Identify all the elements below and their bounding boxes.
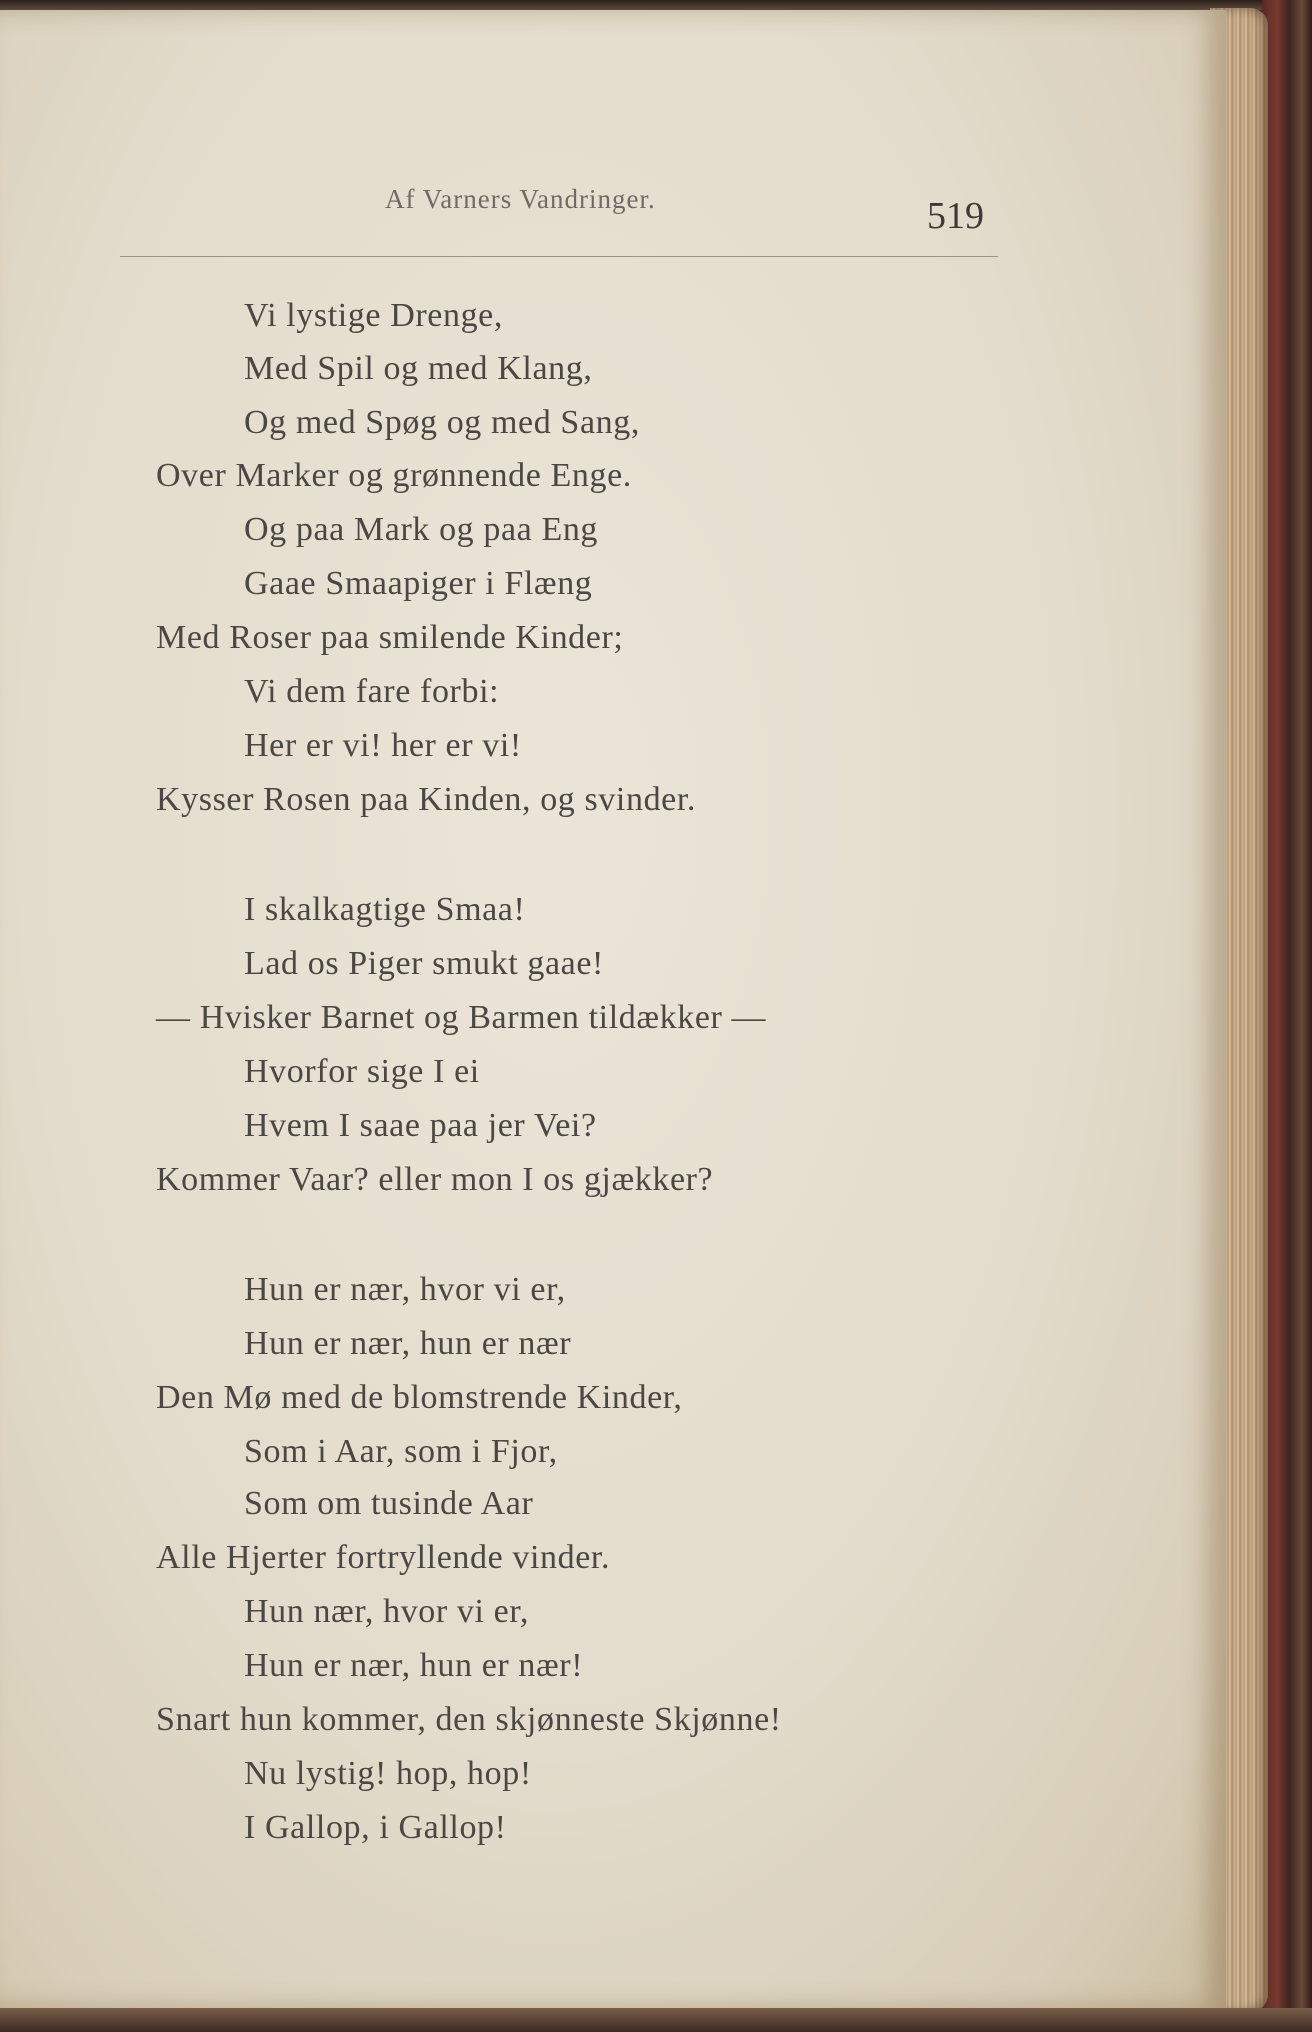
poem-line: Alle Hjerter fortryllende vinder. <box>156 1539 611 1576</box>
book-cover-edge <box>1262 0 1312 2032</box>
poem-line: Kommer Vaar? eller mon I os gjækker? <box>156 1161 714 1198</box>
poem <box>0 10 1226 2008</box>
poem-line: Den Mø med de blomstrende Kinder, <box>156 1379 683 1416</box>
poem-line: Vi dem fare forbi: <box>244 673 500 710</box>
poem-line: Hun nær, hvor vi er, <box>244 1593 530 1630</box>
poem-line: Som i Aar, som i Fjor, <box>244 1433 558 1470</box>
running-head: Af Varners Vandringer. <box>385 184 656 214</box>
poem-line: Med Spil og med Klang, <box>244 350 593 387</box>
top-shadow <box>0 0 1312 10</box>
poem-line: Hvem I saae paa jer Vei? <box>244 1107 597 1144</box>
poem-line: Snart hun kommer, den skjønneste Skjønne! <box>156 1701 782 1738</box>
poem-line: I skalkagtige Smaa! <box>244 891 526 928</box>
bottom-shadow <box>0 2008 1312 2032</box>
poem-line: Vi lystige Drenge, <box>244 297 503 334</box>
poem-line: Gaae Smaapiger i Flæng <box>244 565 593 602</box>
poem-line: Hvorfor sige I ei <box>244 1053 480 1090</box>
poem-line: Kysser Rosen paa Kinden, og svinder. <box>156 781 697 818</box>
poem-line: Hun er nær, hvor vi er, <box>244 1271 566 1308</box>
page-number: 519 <box>927 195 984 237</box>
poem-line: Hun er nær, hun er nær <box>244 1325 572 1362</box>
poem-line: Her er vi! her er vi! <box>244 727 522 764</box>
poem-line: I Gallop, i Gallop! <box>244 1809 507 1846</box>
poem-line: Nu lystig! hop, hop! <box>244 1755 532 1792</box>
poem-line: Som om tusinde Aar <box>244 1485 534 1522</box>
poem-line: Med Roser paa smilende Kinder; <box>156 619 624 656</box>
poem-line: — Hvisker Barnet og Barmen tildækker — <box>156 999 767 1036</box>
poem-line: Og med Spøg og med Sang, <box>244 404 640 441</box>
poem-line: Lad os Piger smukt gaae! <box>244 945 604 982</box>
poem-line: Og paa Mark og paa Eng <box>244 511 599 548</box>
poem-line: Over Marker og grønnende Enge. <box>156 457 632 494</box>
page <box>0 10 1226 2008</box>
poem-line: Hun er nær, hun er nær! <box>244 1647 584 1684</box>
